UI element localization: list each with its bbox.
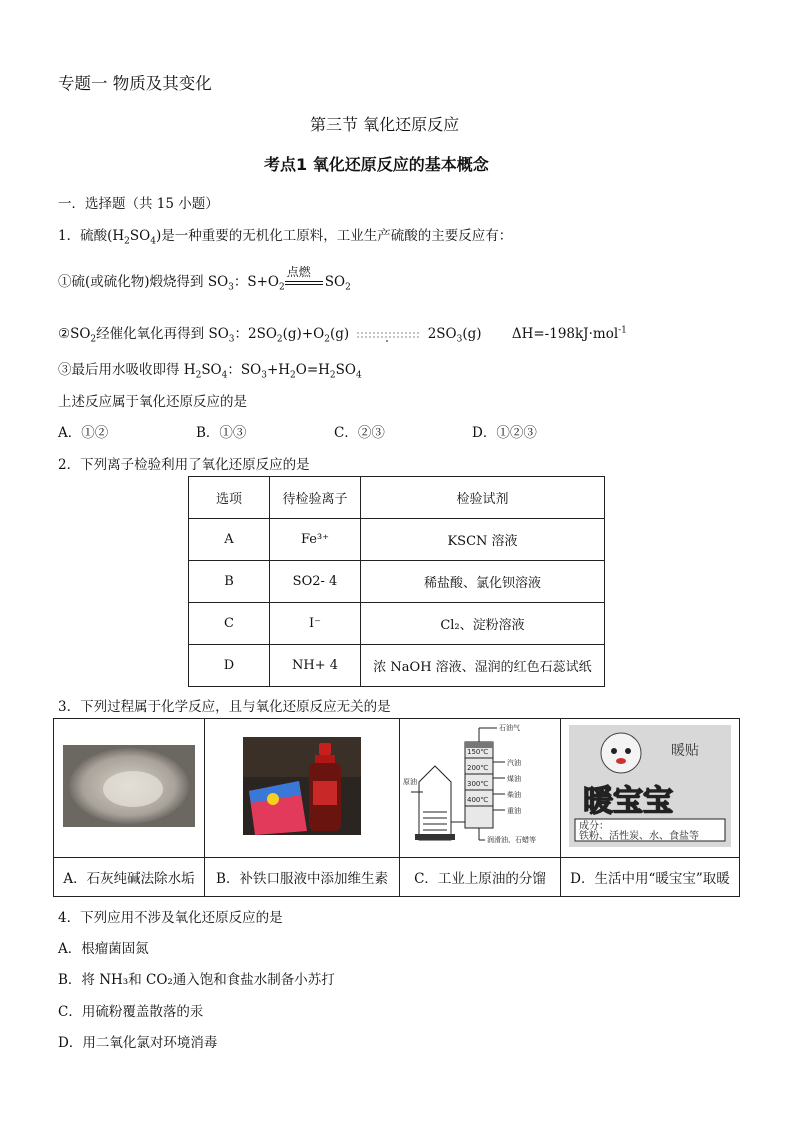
label-crude: 原油 [403, 778, 417, 786]
label-300: 300℃ [467, 780, 489, 788]
table-row [189, 561, 605, 603]
image-cell-c [400, 719, 561, 858]
image-cell-a [54, 719, 205, 858]
distillation-tower-icon [401, 722, 559, 850]
topic-title: 专题一 物质及其变化 [58, 74, 212, 93]
table-cell: KSCN 溶液 [361, 519, 605, 561]
table-cell: I⁻ [270, 603, 361, 645]
q3-option-b: B．补铁口服液中添加维生素 [205, 858, 400, 897]
table-cell: A [189, 519, 270, 561]
table-cell: SO2- 4 [270, 561, 361, 603]
q3-option-d: D．生活中用“暖宝宝”取暖 [561, 858, 740, 897]
q1-stem: 1．硫酸$(H_2SO_4)$是一种重要的无机化工原料，工业生产硫酸的主要反应有： [58, 228, 513, 247]
limescale-kettle-image [63, 745, 195, 827]
q1-option-b: B．①③ [196, 425, 247, 441]
warmer-ingredients-label: 成分： [579, 821, 609, 832]
q1-line1: ①硫(或硫化物)煅烧得到 $SO_3$：$S+O_2$ 点燃 $SO_2$ [58, 264, 351, 293]
table-header-row [189, 477, 605, 519]
part-heading: 一．选择题（共 15 小题） [58, 196, 219, 212]
q1-line2: $②SO_2$经催化氧化再得到 $SO_3$：$2SO_2(g)+O_2(g)$ $2SO_3(g)$ ΔH=-198kJ·mol$^{-1}$ [58, 325, 627, 345]
table-cell: NH+ 4 [270, 645, 361, 687]
q3-stem: 3．下列过程属于化学反应，且与氧化还原反应无关的是 [58, 699, 391, 715]
label-lubricant: 润滑油、石蜡等 [487, 836, 536, 844]
label-gasoline: 汽油 [507, 759, 521, 767]
point-title: 考点1 氧化还原反应的基本概念 [264, 155, 489, 174]
table-cell: B [189, 561, 270, 603]
table-cell: 稀盐酸、氯化钡溶液 [361, 561, 605, 603]
q4-option-b: B．将 NH₃和 CO₂通入饱和食盐水制备小苏打 [58, 972, 335, 988]
q1-ask: 上述反应属于氧化还原反应的是 [58, 394, 247, 410]
table-row [189, 603, 605, 645]
equal-sign-with-condition: 点燃 [285, 277, 325, 289]
label-gas: 石油气 [499, 724, 520, 732]
label-150: 150℃ [467, 748, 489, 756]
q4-option-c: C．用硫粉覆盖散落的汞 [58, 1004, 204, 1020]
table-cell: 浓 NaOH 溶液、湿润的红色石蕊试纸 [361, 645, 605, 687]
q1-option-a: A．①② [58, 425, 109, 441]
iron-supplement-image [243, 737, 361, 835]
table-cell: D [189, 645, 270, 687]
label-kerosene: 煤油 [507, 775, 521, 783]
q4-option-a: A．根瘤菌固氮 [58, 941, 149, 957]
col-ion: 待检验离子 [270, 477, 361, 519]
warmer-tag: 暖贴 [671, 743, 699, 759]
col-reagent: 检验试剂 [361, 477, 605, 519]
q2-stem: 2．下列离子检验利用了氧化还原反应的是 [58, 457, 310, 473]
q4-stem: 4．下列应用不涉及氧化还原反应的是 [58, 910, 283, 926]
label-diesel: 柴油 [507, 791, 521, 799]
label-400: 400℃ [467, 796, 489, 804]
image-cell-d [561, 719, 740, 858]
image-cell-b [205, 719, 400, 858]
table-row [189, 519, 605, 561]
table-cell: Fe³⁺ [270, 519, 361, 561]
col-option: 选项 [189, 477, 270, 519]
q3-table [53, 718, 740, 897]
hand-warmer-image [569, 725, 731, 847]
warmer-brand: 暖宝宝 [583, 784, 673, 819]
q3-option-a: A．石灰纯碱法除水垢 [54, 858, 205, 897]
q1-option-c: C．②③ [334, 425, 385, 441]
table-row [189, 645, 605, 687]
q3-option-c: C．工业上原油的分馏 [400, 858, 561, 897]
warmer-ingredients: 铁粉、活性炭、水、食盐等 [579, 831, 699, 842]
table-cell: Cl₂、淀粉溶液 [361, 603, 605, 645]
label-200: 200℃ [467, 764, 489, 772]
reversible-arrow-icon [353, 327, 423, 343]
q1-option-d: D．①②③ [472, 425, 537, 441]
q4-option-d: D．用二氧化氯对环境消毒 [58, 1035, 218, 1051]
q1-line3: ③最后用水吸收即得 $H_2SO_4$：$SO_3+H_2O=H_2SO_4$ [58, 362, 362, 381]
q2-table [188, 476, 605, 687]
table-cell: C [189, 603, 270, 645]
section-title: 第三节 氧化还原反应 [310, 115, 460, 134]
label-heavy-oil: 重油 [507, 807, 521, 815]
